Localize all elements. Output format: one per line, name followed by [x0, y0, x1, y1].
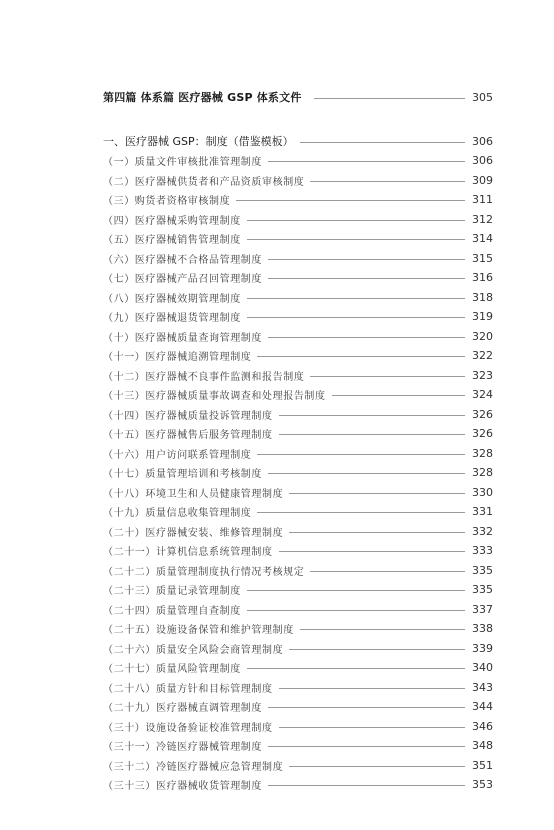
leader-line — [279, 415, 465, 416]
toc-entry-label: （二十二）质量管理制度执行情况考核规定 — [103, 566, 305, 578]
toc-entry — [103, 463, 493, 483]
toc-entry — [103, 561, 493, 581]
leader-line — [332, 395, 465, 396]
leader-line — [247, 298, 465, 299]
toc-entry-label: （三）购货者资格审核制度 — [103, 196, 231, 208]
toc-entry-page-number: 319 — [472, 310, 493, 324]
part-page-number: 305 — [472, 90, 493, 104]
toc-entry-label: （二十七）质量风险管理制度 — [103, 664, 241, 676]
toc-entry-label: （十一）医疗器械追溯管理制度 — [103, 352, 252, 364]
toc-entry — [103, 697, 493, 717]
part-title: 第四篇 体系篇 医疗器械 GSP 体系文件 — [103, 91, 302, 104]
toc-entry — [103, 483, 493, 503]
toc-entry-page-number: 323 — [472, 368, 493, 382]
leader-line — [289, 493, 465, 494]
leader-line — [310, 376, 465, 377]
leader-line — [279, 551, 465, 552]
chapter-title: 一、医疗器械 GSP：制度（借鉴模板） — [103, 135, 294, 148]
toc-entry — [103, 775, 493, 795]
toc-entry — [103, 522, 493, 542]
leader-line — [268, 259, 465, 260]
toc-entry-page-number: 332 — [472, 524, 493, 538]
toc-entry — [103, 619, 493, 639]
toc-entry-label: （二十三）质量记录管理制度 — [103, 586, 241, 598]
leader-line — [268, 785, 465, 786]
toc-entry-label: （二十一）计算机信息系统管理制度 — [103, 547, 273, 559]
toc-entry — [103, 288, 493, 308]
table-of-contents — [103, 87, 493, 795]
leader-line — [268, 278, 465, 279]
toc-entry-page-number: 338 — [472, 622, 493, 636]
toc-entry-page-number: 330 — [472, 485, 493, 499]
toc-entry-label: （八）医疗器械效期管理制度 — [103, 293, 241, 305]
toc-entry — [103, 249, 493, 269]
toc-entry-page-number: 353 — [472, 778, 493, 792]
toc-entry-label: （十七）质量管理培训和考核制度 — [103, 469, 262, 481]
leader-line — [300, 142, 465, 143]
toc-entry-label: （十四）医疗器械质量投诉管理制度 — [103, 410, 273, 422]
leader-line — [257, 454, 465, 455]
toc-entry-page-number: 309 — [472, 173, 493, 187]
leader-line — [257, 356, 465, 357]
leader-line — [247, 668, 465, 669]
toc-entry-label: （二十五）设施设备保管和维护管理制度 — [103, 625, 294, 637]
toc-entry-page-number: 326 — [472, 427, 493, 441]
toc-entry — [103, 307, 493, 327]
toc-entry — [103, 600, 493, 620]
leader-line — [268, 473, 465, 474]
toc-entry-page-number: 343 — [472, 680, 493, 694]
toc-entry-page-number: 314 — [472, 232, 493, 246]
toc-entry-page-number: 339 — [472, 641, 493, 655]
toc-entry-label: （四）医疗器械采购管理制度 — [103, 215, 241, 227]
toc-entry — [103, 268, 493, 288]
leader-line — [310, 181, 465, 182]
leader-line — [279, 434, 465, 435]
leader-line — [314, 98, 465, 99]
toc-entry-label: （十八）环境卫生和人员健康管理制度 — [103, 488, 284, 500]
toc-entry-page-number: 333 — [472, 544, 493, 558]
toc-entry — [103, 229, 493, 249]
toc-entry-label: （十三）医疗器械质量事故调查和处理报告制度 — [103, 391, 326, 403]
toc-entry-label: （十六）用户访问联系管理制度 — [103, 449, 252, 461]
toc-entry-label: （二十）医疗器械安装、维修管理制度 — [103, 527, 284, 539]
toc-entry-page-number: 316 — [472, 271, 493, 285]
toc-entry-label: （六）医疗器械不合格品管理制度 — [103, 254, 262, 266]
leader-line — [289, 532, 465, 533]
toc-entry-label: （三十一）冷链医疗器械管理制度 — [103, 742, 262, 754]
toc-entry — [103, 444, 493, 464]
toc-entry-label: （二十六）质量安全风险会商管理制度 — [103, 644, 284, 656]
toc-entry-label: （三十三）医疗器械收货管理制度 — [103, 781, 262, 793]
toc-entry — [103, 171, 493, 191]
toc-entry — [103, 639, 493, 659]
toc-entry — [103, 366, 493, 386]
toc-entry-label: （二十九）医疗器械直调管理制度 — [103, 703, 262, 715]
toc-entry — [103, 678, 493, 698]
toc-entry-page-number: 326 — [472, 407, 493, 421]
toc-entry-label: （十）医疗器械质量查询管理制度 — [103, 332, 262, 344]
leader-line — [268, 746, 465, 747]
toc-entry — [103, 502, 493, 522]
leader-line — [257, 512, 465, 513]
toc-entry — [103, 385, 493, 405]
toc-entry — [103, 210, 493, 230]
toc-chapter-heading — [103, 131, 493, 151]
toc-entry — [103, 424, 493, 444]
toc-entry-label: （十五）医疗器械售后服务管理制度 — [103, 430, 273, 442]
toc-entry-label: （二十四）质量管理自查制度 — [103, 605, 241, 617]
leader-line — [300, 629, 465, 630]
toc-entry — [103, 658, 493, 678]
toc-entry — [103, 346, 493, 366]
leader-line — [268, 337, 465, 338]
toc-entry-label: （七）医疗器械产品召回管理制度 — [103, 274, 262, 286]
toc-entry-page-number: 328 — [472, 446, 493, 460]
toc-entry-page-number: 312 — [472, 212, 493, 226]
toc-entry-page-number: 335 — [472, 583, 493, 597]
toc-entry — [103, 327, 493, 347]
toc-entry — [103, 541, 493, 561]
toc-entry-page-number: 335 — [472, 563, 493, 577]
toc-entry-page-number: 346 — [472, 719, 493, 733]
toc-entry-page-number: 340 — [472, 661, 493, 675]
toc-entry-page-number: 311 — [472, 193, 493, 207]
toc-entry-page-number: 322 — [472, 349, 493, 363]
leader-line — [289, 649, 465, 650]
leader-line — [247, 239, 465, 240]
leader-line — [236, 200, 465, 201]
toc-entry-page-number: 344 — [472, 700, 493, 714]
toc-entry-page-number: 348 — [472, 739, 493, 753]
leader-line — [247, 317, 465, 318]
toc-entry-page-number: 315 — [472, 251, 493, 265]
toc-entry-page-number: 318 — [472, 290, 493, 304]
leader-line — [247, 590, 465, 591]
leader-line — [268, 161, 465, 162]
toc-entry — [103, 151, 493, 171]
toc-entry-page-number: 337 — [472, 602, 493, 616]
toc-entry-label: （九）医疗器械退货管理制度 — [103, 313, 241, 325]
leader-line — [268, 707, 465, 708]
toc-entry-label: （二）医疗器械供货者和产品资质审核制度 — [103, 176, 305, 188]
toc-entry-page-number: 324 — [472, 388, 493, 402]
chapter-page-number: 306 — [472, 134, 493, 148]
toc-entry-page-number: 331 — [472, 505, 493, 519]
toc-entries — [103, 151, 493, 795]
leader-line — [247, 220, 465, 221]
leader-line — [247, 610, 465, 611]
toc-entry — [103, 717, 493, 737]
toc-entry — [103, 736, 493, 756]
toc-entry — [103, 580, 493, 600]
toc-entry — [103, 405, 493, 425]
toc-entry-label: （一）质量文件审核批准管理制度 — [103, 157, 262, 169]
toc-entry — [103, 756, 493, 776]
toc-entry-label: （十二）医疗器械不良事件监测和报告制度 — [103, 371, 305, 383]
toc-entry-label: （二十八）质量方针和目标管理制度 — [103, 683, 273, 695]
toc-entry — [103, 190, 493, 210]
toc-entry-label: （三十二）冷链医疗器械应急管理制度 — [103, 761, 284, 773]
toc-entry-page-number: 306 — [472, 154, 493, 168]
toc-entry-label: （五）医疗器械销售管理制度 — [103, 235, 241, 247]
toc-entry-label: （十九）质量信息收集管理制度 — [103, 508, 252, 520]
toc-entry-label: （三十）设施设备验证校准管理制度 — [103, 722, 273, 734]
leader-line — [279, 688, 465, 689]
toc-part-heading — [103, 87, 493, 107]
toc-entry-page-number: 320 — [472, 329, 493, 343]
leader-line — [310, 571, 465, 572]
toc-entry-page-number: 351 — [472, 758, 493, 772]
leader-line — [279, 727, 465, 728]
toc-entry-page-number: 328 — [472, 466, 493, 480]
leader-line — [289, 766, 465, 767]
